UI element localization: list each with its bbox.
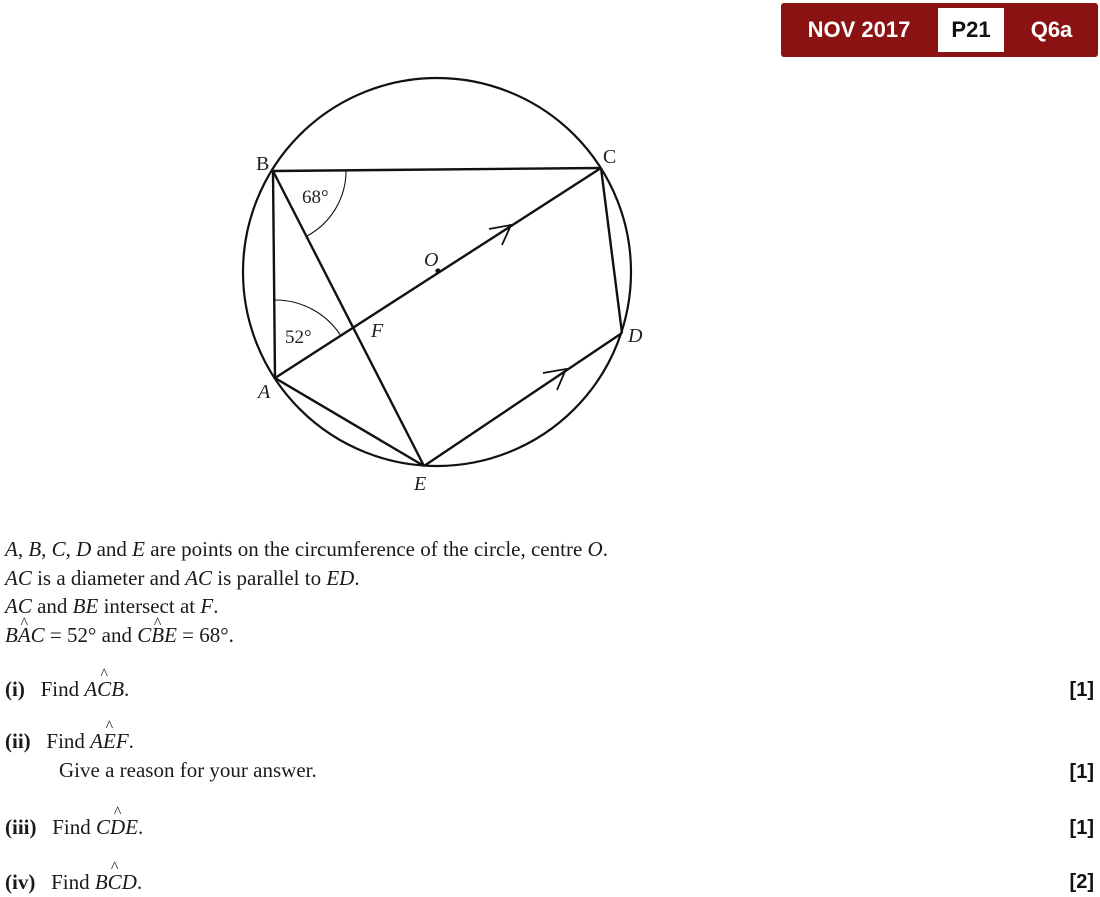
marks-label: [1]	[1069, 679, 1094, 701]
question-number: (iv)	[5, 870, 36, 894]
paper-number-label: P21	[938, 8, 1004, 52]
point-label-O: O	[424, 249, 439, 271]
exam-session-label: NOV 2017	[807, 17, 911, 42]
question-ii: (ii) Find A^ EF.	[5, 729, 134, 754]
reason-instruction: Give a reason for your answer.	[59, 758, 317, 782]
stem-line-4: B^ AC = 52° and C^ BE = 68°.	[5, 621, 608, 650]
point-label-A: A	[258, 381, 271, 403]
marks-label: [2]	[1069, 871, 1094, 893]
question-stem	[5, 535, 608, 649]
chord-BC	[273, 168, 601, 171]
question-number: (iii)	[5, 815, 37, 839]
angle-label-52: 52°	[285, 327, 312, 348]
chord-AB	[273, 171, 275, 378]
question-number: (ii)	[5, 729, 31, 753]
marks-label: [1]	[1069, 761, 1094, 783]
marks-label: [1]	[1069, 817, 1094, 839]
point-label-F: F	[371, 320, 384, 342]
question-i: (i) Find A^ CB.	[5, 677, 129, 702]
point-label-C: C	[603, 146, 617, 168]
chord-CD	[601, 168, 622, 333]
point-label-D: D	[628, 325, 643, 347]
question-number: (i)	[5, 677, 25, 701]
point-label-E: E	[414, 473, 427, 495]
stem-line-3: AC and BE intersect at F.	[5, 594, 219, 618]
stem-line-1: A, B, C, D and E are points on the circumference of the circle, centre O.	[5, 537, 608, 561]
question-number-label: Q6a	[1030, 17, 1073, 42]
angle-label-68: 68°	[302, 187, 329, 208]
stem-line-2: AC is a diameter and AC is parallel to ED.	[5, 565, 360, 590]
question-iv: (iv) Find B^ CD.	[5, 870, 142, 895]
question-iii: (iii) Find C^ DE.	[5, 815, 143, 840]
point-label-B: B	[256, 153, 270, 175]
